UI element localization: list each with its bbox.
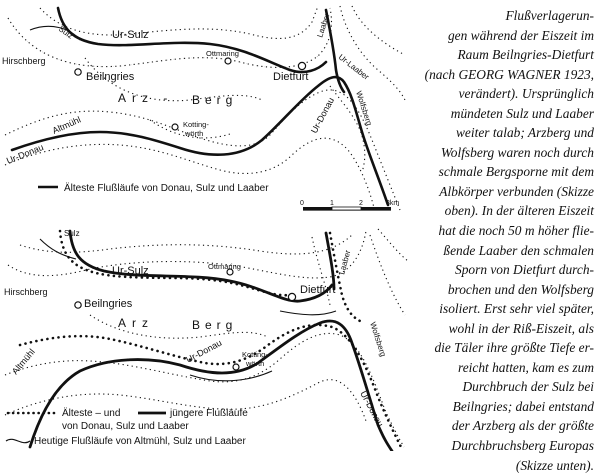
caption-line: (nach GEORG WAGNER 1923,: [424, 66, 594, 82]
river-label-altmuehl: Altmühl: [50, 114, 83, 136]
caption-line: isoliert. Erst sehr viel später,: [439, 301, 594, 317]
scale-tick-3km: 3km: [386, 200, 400, 207]
caption-line: Flußverlagerun-: [505, 8, 594, 23]
oldest-sulz-course: [60, 231, 290, 295]
caption-line: Raum Beilngries-Dietfurt: [457, 47, 594, 63]
river-label-ur-donau-left: Ur-Donau: [5, 141, 45, 166]
place-label-hirschberg: Hirschberg: [2, 56, 46, 66]
ur-sulz-course: [58, 8, 326, 72]
valley-edge: [340, 6, 405, 100]
kottingwoerth-marker: [233, 364, 239, 370]
place-label-hirschberg: Hirschberg: [4, 287, 48, 297]
place-label-dietfurt: Dietfurt: [273, 71, 309, 83]
legend-younger-text: jüngere Flußläufe: [170, 408, 248, 419]
hill-label-berg: Berg: [192, 93, 238, 107]
caption-line: Beilngries; dabei entstand: [452, 398, 594, 414]
hill-label-wolfsberg: Wolfsberg: [354, 89, 374, 127]
caption-line: Wolfsberg waren noch durch: [440, 144, 594, 160]
caption-line: ßende Laaber den schmalen: [443, 242, 594, 258]
river-label-ur-donau-mid: Ur-Donau: [184, 337, 224, 365]
hill-label-arz: Arz -: [118, 91, 174, 105]
dietfurt-marker: [288, 293, 295, 300]
caption-line: Durchbruchsberg Europas: [451, 438, 594, 454]
caption-line: weiter talab; Arzberg und: [456, 125, 594, 141]
scale-tick-2: 2: [359, 200, 363, 207]
caption-line: oben). In der älteren Eiszeit: [444, 203, 594, 219]
place-label-beilngries: Beilngries: [84, 298, 133, 310]
river-label-ur-sulz: Ur-Sulz: [112, 265, 149, 277]
hill-label-berg: Berg: [192, 318, 238, 332]
place-label-ottmaring: Ottmaring: [208, 262, 241, 271]
river-label-laaber: Laaber: [315, 12, 332, 39]
younger-laaber-course: [326, 233, 334, 289]
younger-sulz-course: [70, 231, 332, 301]
legend-rivers-text: von Donau, Sulz und Laaber: [62, 421, 189, 432]
valley-edge: [40, 6, 318, 41]
valley-edge: [8, 8, 332, 67]
place-label-dietfurt: Dietfurt: [300, 284, 336, 296]
dietfurt-marker: [298, 62, 305, 69]
river-label-sulz: Sulz: [64, 229, 80, 238]
caption-line: (Skizze unten).: [515, 457, 594, 473]
hill-label-arz: Arz: [118, 316, 154, 330]
place-label-kottingwoerth: Kotting-: [183, 120, 209, 129]
caption-line: Sporn von Dietfurt durch-: [455, 262, 594, 278]
figure-caption: [408, 6, 594, 475]
caption-line: der Arzberg als der größte: [451, 418, 594, 434]
present-river: [280, 311, 336, 315]
hill-label-wolfsberg: Wolfsberg: [368, 320, 388, 358]
scale-bar: [303, 207, 391, 210]
place-label-kottingwoerth-2: wörth: [185, 129, 204, 138]
top-legend-text: Älteste Flußläufe von Donau, Sulz und Laaber: [64, 183, 269, 194]
place-label-kottingwoerth-2: wörth: [246, 359, 265, 368]
bottom-sketch-map: [0, 225, 410, 451]
caption-line: schmale Bergsporne mit dem: [438, 164, 594, 180]
caption-line: hat die noch 50 m höher flie-: [438, 223, 594, 239]
top-sketch-map: [0, 0, 410, 215]
valley-edge: [5, 138, 375, 212]
valley-edge: [90, 315, 268, 338]
caption-line: reicht hatten, kam es zum: [458, 359, 594, 375]
river-label-sulz: Sulz: [56, 24, 75, 41]
caption-line: Albkörper verbunden (Skizze: [439, 183, 594, 199]
caption-line: brochen und den Wolfsberg: [447, 281, 594, 297]
place-label-ottmaring: Ottmaring: [206, 49, 239, 58]
legend-present-line: [6, 439, 30, 442]
caption-line: mündeten Sulz und Laaber: [450, 105, 594, 121]
scale-tick-1: 1: [330, 200, 334, 207]
caption-line: verändert). Ursprünglich: [458, 86, 594, 102]
scale-tick-0: 0: [300, 200, 304, 207]
river-label-altmuehl: Altmühl: [9, 346, 37, 377]
river-label-laaber: Laaber: [337, 249, 353, 276]
place-label-kottingwoerth: Kotting-: [242, 350, 268, 359]
river-label-ur-donau-right: Ur-Donau: [358, 389, 386, 429]
beilngries-marker: [75, 69, 81, 75]
river-label-ur-laaber: Ur-Laaber: [336, 52, 371, 82]
kottingwoerth-marker: [172, 124, 178, 130]
valley-edge: [370, 235, 405, 315]
beilngries-marker: [75, 302, 81, 308]
ottmaring-marker: [225, 58, 231, 64]
river-label-ur-sulz: Ur-Sulz: [112, 29, 149, 41]
legend-oldest-text: Älteste – und: [62, 408, 121, 419]
caption-line: wohl in der Riß-Eiszeit, als: [448, 320, 594, 336]
valley-edge: [378, 229, 408, 261]
legend-present-text: Heutige Flußläufe von Altmühl, Sulz und Laaber: [34, 436, 246, 447]
caption-line: gen während der Eiszeit im: [447, 27, 594, 43]
valley-edge: [352, 6, 405, 55]
place-label-beilngries: Beilngries: [86, 71, 135, 83]
caption-line: Durchbruch der Sulz bei: [462, 379, 594, 395]
river-label-ur-donau-right: Ur-Donau: [308, 95, 337, 135]
caption-line: die Täler ihre größte Tiefe er-: [434, 340, 594, 356]
